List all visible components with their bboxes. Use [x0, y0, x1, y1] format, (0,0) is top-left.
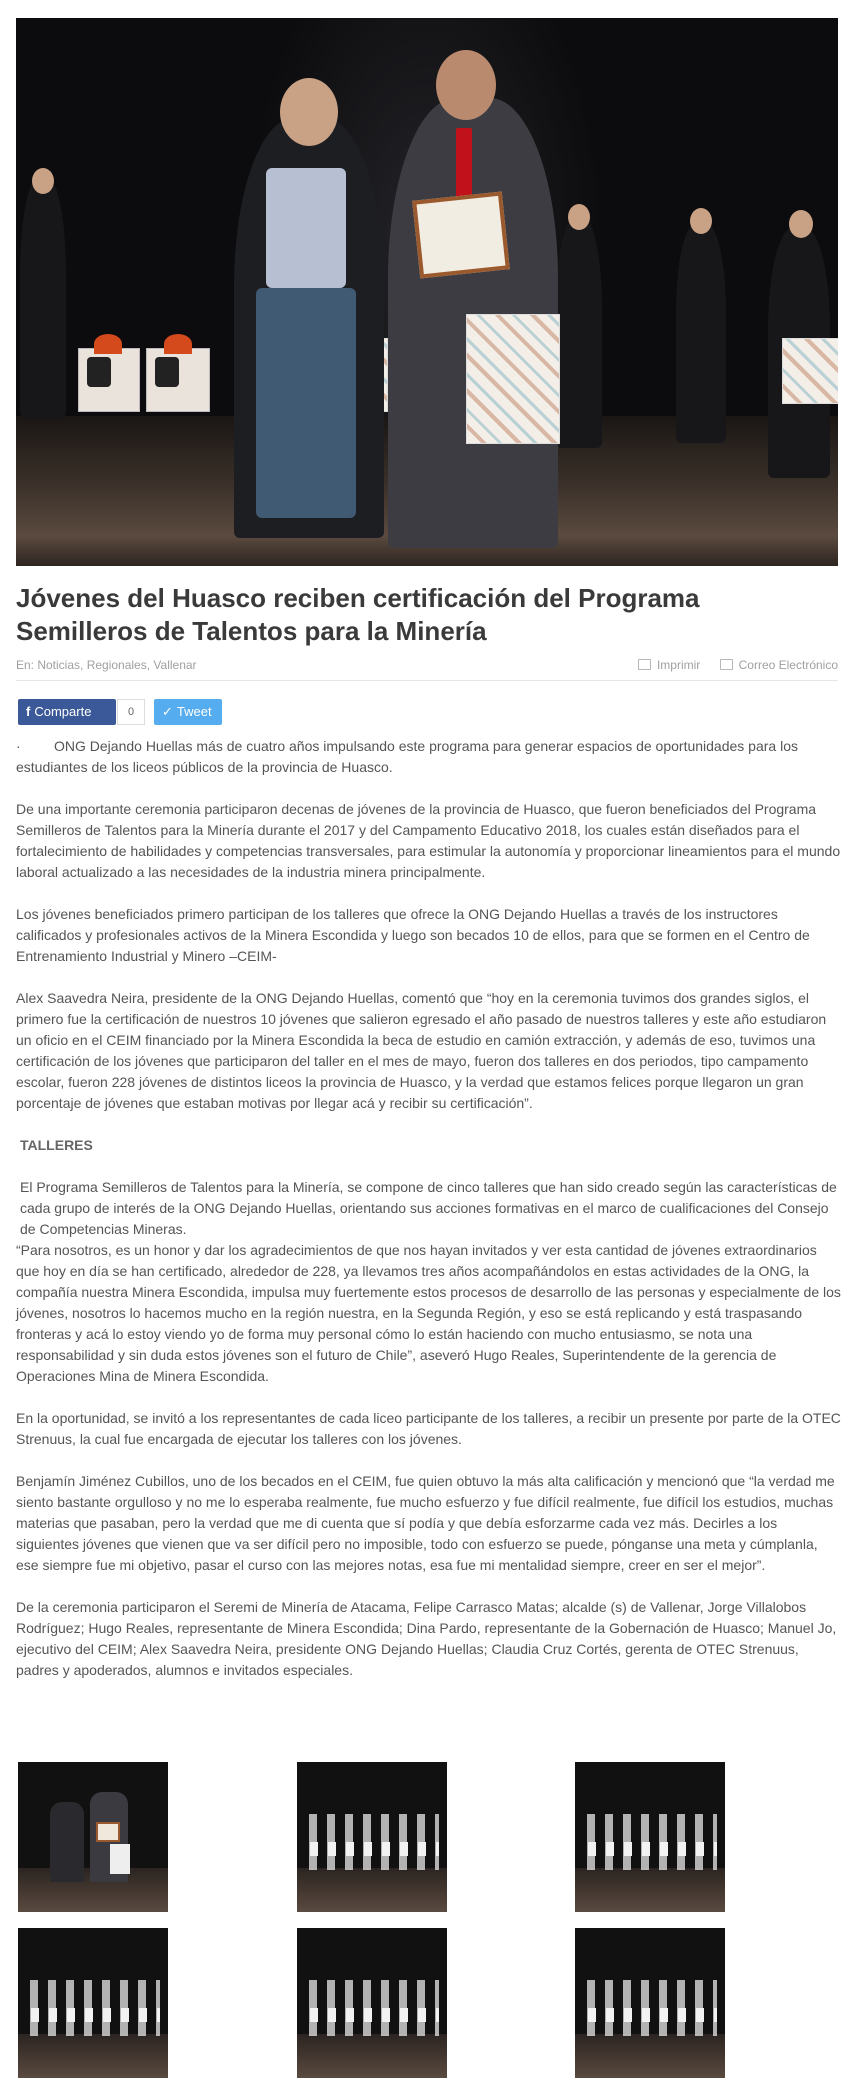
article-paragraph: En la oportunidad, se invitó a los representantes de cada liceo participante de los talleres, a recibir un presente por parte de la OTEC Strenuus, la cual fue encargada de ejecutar los talleres con los jóvenes. — [16, 1410, 841, 1447]
article-paragraph: Los jóvenes beneficiados primero participan de los talleres que ofrece la ONG Dejando Huellas a través de los instructores calificados y profesionales activos de la Minera Escondida y luego son becados 10 de ellos, para que se formen en el Centro de Entrenamiento Industrial y Minero –CEIM- — [16, 906, 810, 964]
photo-gallery — [18, 1762, 838, 2082]
article-paragraph: De una importante ceremonia participaron decenas de jóvenes de la provincia de Huasco, que fueron beneficiados del Programa Semilleros de Talentos para la Minería durante el 2017 y del Campamento Educativo 2018, los cuales están diseñados para el fortalecimiento de habilidades y competencias transversales, para estimular la autonomía y proporcionar lineamientos para el mundo laboral actualizado a las necesidades de la industria minera principalmente. — [16, 801, 841, 880]
email-label: Correo Electrónico — [738, 658, 838, 672]
student-head — [436, 50, 496, 120]
gift-bag — [782, 338, 838, 404]
bullet-mark: · — [16, 738, 21, 754]
gallery-thumbnail[interactable] — [297, 1762, 447, 1912]
gallery-thumbnail[interactable] — [18, 1762, 168, 1912]
article-quote-paragraph: “Para nosotros, es un honor y dar los agradecimientos de que nos hayan invitados y ver esta cantidad de jóvenes extraordinarios que hoy en día se han certificado, alrededor de 228, ya llevamos tres años acompañándolos en estas actividades de la ONG, la compañía nuestra Minera Escondida, impulsa muy fuertemente estos procesos de desarrollo de las personas y especialmente de los jóvenes, nosotros lo hacemos mucho en la región nuestra, en la Segunda Región, y eso se está replicando y está traspasando fronteras y acá lo estoy viendo yo de forma muy personal cómo lo están haciendo con mucho entusiasmo, se nota una responsabilidad y sin duda estos jóvenes son el futuro de Chile”, aseveró Hugo Reales, Superintendente de la gerencia de Operaciones Mina de Minera Escondida. — [16, 1242, 841, 1384]
twitter-icon: ✓ — [162, 704, 173, 719]
striped-shirt — [266, 168, 346, 288]
gallery-thumbnail[interactable] — [297, 1928, 447, 2078]
gallery-thumbnail[interactable] — [18, 1928, 168, 2078]
email-link[interactable] — [720, 658, 838, 672]
meta-divider — [16, 680, 838, 681]
envelope-icon — [720, 659, 733, 670]
background-person-head — [789, 210, 813, 238]
hero-photo — [16, 18, 838, 566]
gallery-thumbnail[interactable] — [575, 1928, 725, 2078]
man-head — [280, 78, 338, 146]
article-meta — [16, 656, 838, 676]
facebook-icon: f — [26, 704, 31, 719]
article-paragraph: El Programa Semilleros de Talentos para la Minería, se compone de cinco talleres que han sido creado según las características de cada grupo de interés de la ONG Dejando Huellas, orientando sus acciones formativas en el marco de cualificaciones del Consejo de Competencias Mineras. — [20, 1179, 837, 1237]
background-person — [20, 178, 66, 418]
facebook-share-label: Comparte — [34, 704, 92, 719]
facebook-share-count: 0 — [117, 699, 145, 725]
article-paragraph: Alex Saavedra Neira, presidente de la ONG Dejando Huellas, comentó que “hoy en la ceremonia tuvimos dos grandes siglos, el primero fue la certificación de nuestros 10 jóvenes que salieron egresado el año pasado de nuestros talleres y este año estudiaron un oficio en el CEIM financiado por la Minera Escondida la beca de estudio en camión extracción, y además de eso, tuvimos una certificación de los jóvenes que participaron del taller en el mes de mayo, fueron dos talleres en dos periodos, tipo campamento escolar, fueron 228 jóvenes de distintos liceos la provincia de Huasco, y la verdad que estamos felices porque llegaron un gran porcentaje de jóvenes que estaban motivas por llegar acá y recibir su certificación”. — [16, 990, 827, 1111]
article-categories: En: Noticias, Regionales, Vallenar — [16, 658, 197, 672]
gallery-thumbnail[interactable] — [575, 1762, 725, 1912]
article-paragraph: De la ceremonia participaron el Seremi de Minería de Atacama, Felipe Carrasco Matas; alcalde (s) de Vallenar, Jorge Villalobos Rodríguez; Hugo Reales, representante de Minera Escondida; Dina Pardo, representante de la Gobernación de Huasco; Manuel Jo, ejecutivo del CEIM; Alex Saavedra Neira, presidente ONG Dejando Huellas; Claudia Cruz Cortés, gerenta de OTEC Strenuus, padres y apoderados, alumnos e invitados especiales. — [16, 1599, 837, 1678]
background-person — [556, 218, 602, 448]
article-paragraph: Benjamín Jiménez Cubillos, uno de los becados en el CEIM, fue quien obtuvo la más alta calificación y mencionó que “la verdad me siento bastante orgulloso y no me lo esperaba realmente, fue mucho esfuerzo y fue difícil realmente, fue difícil los estudios, muchas materias que pasaban, pero la verdad que me di cuenta que sí podía y que debía esforzarme cada vez más. Decirles a los siguientes jóvenes que vienen que va ser difícil pero no imposible, todo con esfuerzo se puede, pónganse una meta y cúmplanla, ese siempre fue mi objetivo, pasar el curso con las mejores notas, esa fue mi mentalidad siempre, creer en ser el mejor”. — [16, 1473, 835, 1573]
background-person-head — [568, 204, 590, 230]
article-paragraph: · ONG Dejando Huellas más de cuatro años impulsando este programa para generar espacios de oportunidades para los estudiantes de los liceos públicos de la provincia de Huasco. — [16, 738, 798, 775]
twitter-share-label: Tweet — [176, 704, 212, 719]
article-tools — [622, 658, 838, 672]
background-person — [676, 223, 726, 443]
gift-box — [78, 348, 140, 412]
facebook-share-button[interactable] — [18, 699, 116, 725]
article-body — [16, 736, 842, 1702]
gift-bow — [94, 334, 122, 354]
award-pair — [50, 1792, 136, 1882]
article-title: Jóvenes del Huasco reciben certificación del Programa Semilleros de Talentos para la Minería — [16, 583, 700, 646]
gift-bag-main — [466, 314, 560, 444]
print-link[interactable] — [638, 658, 700, 672]
blue-jeans — [256, 288, 356, 518]
printer-icon — [638, 659, 651, 670]
section-heading-talleres: TALLERES — [20, 1137, 93, 1153]
gift-bow — [164, 334, 192, 354]
background-person-head — [690, 208, 712, 234]
print-label: Imprimir — [656, 658, 701, 672]
twitter-share-button[interactable] — [154, 699, 222, 725]
certificate — [412, 192, 510, 279]
background-person-head — [32, 168, 54, 194]
gift-box — [146, 348, 210, 412]
